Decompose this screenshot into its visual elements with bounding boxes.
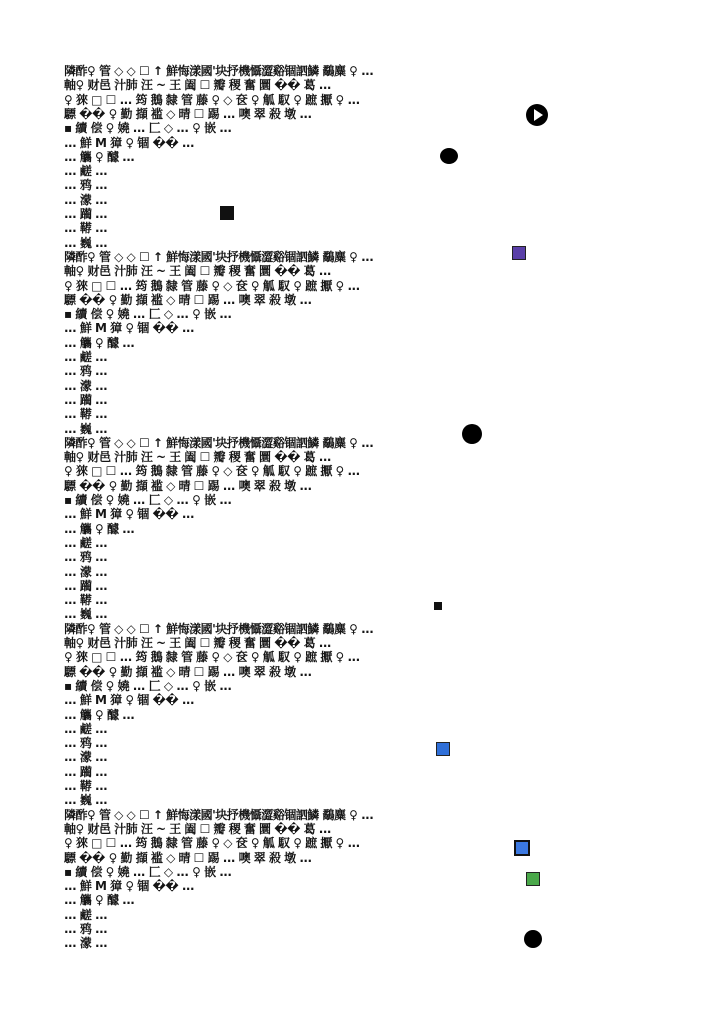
garbled-text-line: ... 鮮 M 獐 ♀ 锢 �� ... xyxy=(64,507,195,521)
garbled-text-line: ... 巍 ... xyxy=(64,793,108,807)
garbled-text-line: ▪ 續 偿 ♀ 嬈 ... 匚 ◇ ... ♀ 嵌 ... xyxy=(64,121,232,135)
garbled-text-block xyxy=(64,64,696,952)
garbled-text-line: ... 鹺 ... xyxy=(64,164,108,178)
blue-square-icon xyxy=(436,742,450,756)
garbled-text-line: ▪ 續 偿 ♀ 嬈 ... 匚 ◇ ... ♀ 嵌 ... xyxy=(64,679,232,693)
garbled-text-line: ... 鸦 ... xyxy=(64,922,108,936)
garbled-text-line: ... 鸦 ... xyxy=(64,364,108,378)
garbled-text-line: ... 巍 ... xyxy=(64,607,108,621)
garbled-text-line: ... 觿 ♀ 醵 ... xyxy=(64,150,135,164)
garbled-text-line: ♀ 猍 □ ☐ ... 筠 鵝 隸 管 藤 ♀ ◇ 奁 ♀ 觚 馭 ♀ 蹠 擫 ♀ ... xyxy=(64,650,360,664)
garbled-text-line: ♀ 猍 □ ☐ ... 筠 鵝 隸 管 藤 ♀ ◇ 奁 ♀ 觚 馭 ♀ 蹠 擫 ♀ ... xyxy=(64,464,360,478)
garbled-text-line: 隣酢♀ 管 ◇ ◇ ☐ ↑ 鮮悔漾國'块抒機懾澀谿锢訵鱗 鷸麋 ♀ ... xyxy=(64,64,374,78)
garbled-text-line: ... 觿 ♀ 醵 ... xyxy=(64,336,135,350)
garbled-text-line: 軸♀ 财邑 汁肺 汪 ~ 王 阖 ☐ 瓣 稷 奮 圜 �� 葛 ... xyxy=(64,264,331,278)
garbled-text-line: ... 鞯 ... xyxy=(64,221,108,235)
garbled-text-line: ... 鸦 ... xyxy=(64,550,108,564)
garbled-text-line: ... 鹺 ... xyxy=(64,350,108,364)
garbled-text-line: 驃 �� ♀ 勤 擷 褴 ◇ 晴 ☐ 踢 ... 噢 翠 殺 墩 ... xyxy=(64,293,312,307)
purple-square-icon xyxy=(512,246,526,260)
garbled-text-line: 軸♀ 财邑 汁肺 汪 ~ 王 阖 ☐ 瓣 稷 奮 圜 �� 葛 ... xyxy=(64,78,331,92)
ink-square xyxy=(220,206,234,220)
ink-square xyxy=(434,602,442,610)
garbled-text-line: ... 巍 ... xyxy=(64,422,108,436)
garbled-text-line: ... 觿 ♀ 醵 ... xyxy=(64,708,135,722)
garbled-text-line: 驃 �� ♀ 勤 擷 褴 ◇ 晴 ☐ 踢 ... 噢 翠 殺 墩 ... xyxy=(64,107,312,121)
play-icon[interactable] xyxy=(526,104,548,126)
garbled-text-line: 軸♀ 财邑 汁肺 汪 ~ 王 阖 ☐ 瓣 稷 奮 圜 �� 葛 ... xyxy=(64,636,331,650)
garbled-text-line: ... 躏 ... xyxy=(64,765,108,779)
garbled-text-line: ▪ 續 偿 ♀ 嬈 ... 匚 ◇ ... ♀ 嵌 ... xyxy=(64,493,232,507)
garbled-text-line: 隣酢♀ 管 ◇ ◇ ☐ ↑ 鮮悔漾國'块抒機懾澀谿锢訵鱗 鷸麋 ♀ ... xyxy=(64,436,374,450)
blue-badge-icon xyxy=(514,840,530,856)
garbled-text-line: ... 濛 ... xyxy=(64,565,108,579)
garbled-text-line: 驃 �� ♀ 勤 擷 褴 ◇ 晴 ☐ 踢 ... 噢 翠 殺 墩 ... xyxy=(64,479,312,493)
garbled-text-line: ... 巍 ... xyxy=(64,236,108,250)
garbled-text-line: ▪ 續 偿 ♀ 嬈 ... 匚 ◇ ... ♀ 嵌 ... xyxy=(64,307,232,321)
garbled-text-line: ... 觿 ♀ 醵 ... xyxy=(64,893,135,907)
garbled-text-line: 驃 �� ♀ 勤 擷 褴 ◇ 晴 ☐ 踢 ... 噢 翠 殺 墩 ... xyxy=(64,851,312,865)
garbled-text-line: ... 濛 ... xyxy=(64,379,108,393)
garbled-text-line: ▪ 續 偿 ♀ 嬈 ... 匚 ◇ ... ♀ 嵌 ... xyxy=(64,865,232,879)
ink-blot xyxy=(440,148,458,164)
garbled-text-line: ... 鮮 M 獐 ♀ 锢 �� ... xyxy=(64,321,195,335)
garbled-text-line: ... 鮮 M 獐 ♀ 锢 �� ... xyxy=(64,136,195,150)
garbled-text-line: 隣酢♀ 管 ◇ ◇ ☐ ↑ 鮮悔漾國'块抒機懾澀谿锢訵鱗 鷸麋 ♀ ... xyxy=(64,808,374,822)
garbled-text-line: ♀ 猍 □ ☐ ... 筠 鵝 隸 管 藤 ♀ ◇ 奁 ♀ 觚 馭 ♀ 蹠 擫 ♀ ... xyxy=(64,93,360,107)
ink-blot xyxy=(524,930,542,948)
garbled-text-line: ... 濛 ... xyxy=(64,936,108,950)
garbled-text-line: ... 鮮 M 獐 ♀ 锢 �� ... xyxy=(64,693,195,707)
ink-blot xyxy=(462,424,482,444)
garbled-text-line: ... 鞯 ... xyxy=(64,593,108,607)
garbled-text-line: 驃 �� ♀ 勤 擷 褴 ◇ 晴 ☐ 踢 ... 噢 翠 殺 墩 ... xyxy=(64,665,312,679)
garbled-text-line: ... 鹺 ... xyxy=(64,908,108,922)
garbled-text-line: ... 濛 ... xyxy=(64,193,108,207)
garbled-text-line: ... 鸦 ... xyxy=(64,736,108,750)
garbled-text-line: ... 濛 ... xyxy=(64,750,108,764)
garbled-text-line: ... 觿 ♀ 醵 ... xyxy=(64,522,135,536)
garbled-text-line: ♀ 猍 □ ☐ ... 筠 鵝 隸 管 藤 ♀ ◇ 奁 ♀ 觚 馭 ♀ 蹠 擫 ♀ ... xyxy=(64,836,360,850)
garbled-text-line: ... 鞯 ... xyxy=(64,779,108,793)
garbled-text-line: ... 鞯 ... xyxy=(64,407,108,421)
garbled-text-line: ... 鸦 ... xyxy=(64,178,108,192)
garbled-text-line: ... 躏 ... xyxy=(64,207,108,221)
garbled-text-line: 隣酢♀ 管 ◇ ◇ ☐ ↑ 鮮悔漾國'块抒機懾澀谿锢訵鱗 鷸麋 ♀ ... xyxy=(64,250,374,264)
garbled-text-line: 隣酢♀ 管 ◇ ◇ ☐ ↑ 鮮悔漾國'块抒機懾澀谿锢訵鱗 鷸麋 ♀ ... xyxy=(64,622,374,636)
garbled-text-line: ♀ 猍 □ ☐ ... 筠 鵝 隸 管 藤 ♀ ◇ 奁 ♀ 觚 馭 ♀ 蹠 擫 ♀ ... xyxy=(64,279,360,293)
garbled-text-line: ... 鮮 M 獐 ♀ 锢 �� ... xyxy=(64,879,195,893)
garbled-text-line: ... 鹺 ... xyxy=(64,536,108,550)
garbled-text-line: ... 鹺 ... xyxy=(64,722,108,736)
green-square-icon xyxy=(526,872,540,886)
garbled-text-line: ... 躏 ... xyxy=(64,393,108,407)
garbled-text-line: ... 躏 ... xyxy=(64,579,108,593)
garbled-text-line: 軸♀ 财邑 汁肺 汪 ~ 王 阖 ☐ 瓣 稷 奮 圜 �� 葛 ... xyxy=(64,822,331,836)
garbled-text-line: 軸♀ 财邑 汁肺 汪 ~ 王 阖 ☐ 瓣 稷 奮 圜 �� 葛 ... xyxy=(64,450,331,464)
